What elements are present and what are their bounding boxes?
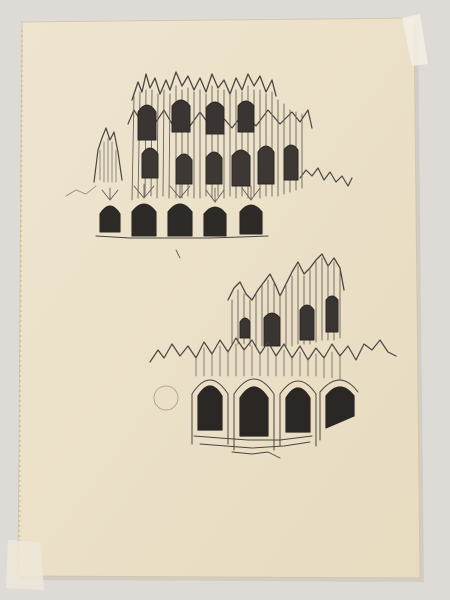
- paper-body: [18, 18, 420, 578]
- tape-bottom-left: [6, 540, 44, 590]
- paper-sheet: [18, 18, 424, 582]
